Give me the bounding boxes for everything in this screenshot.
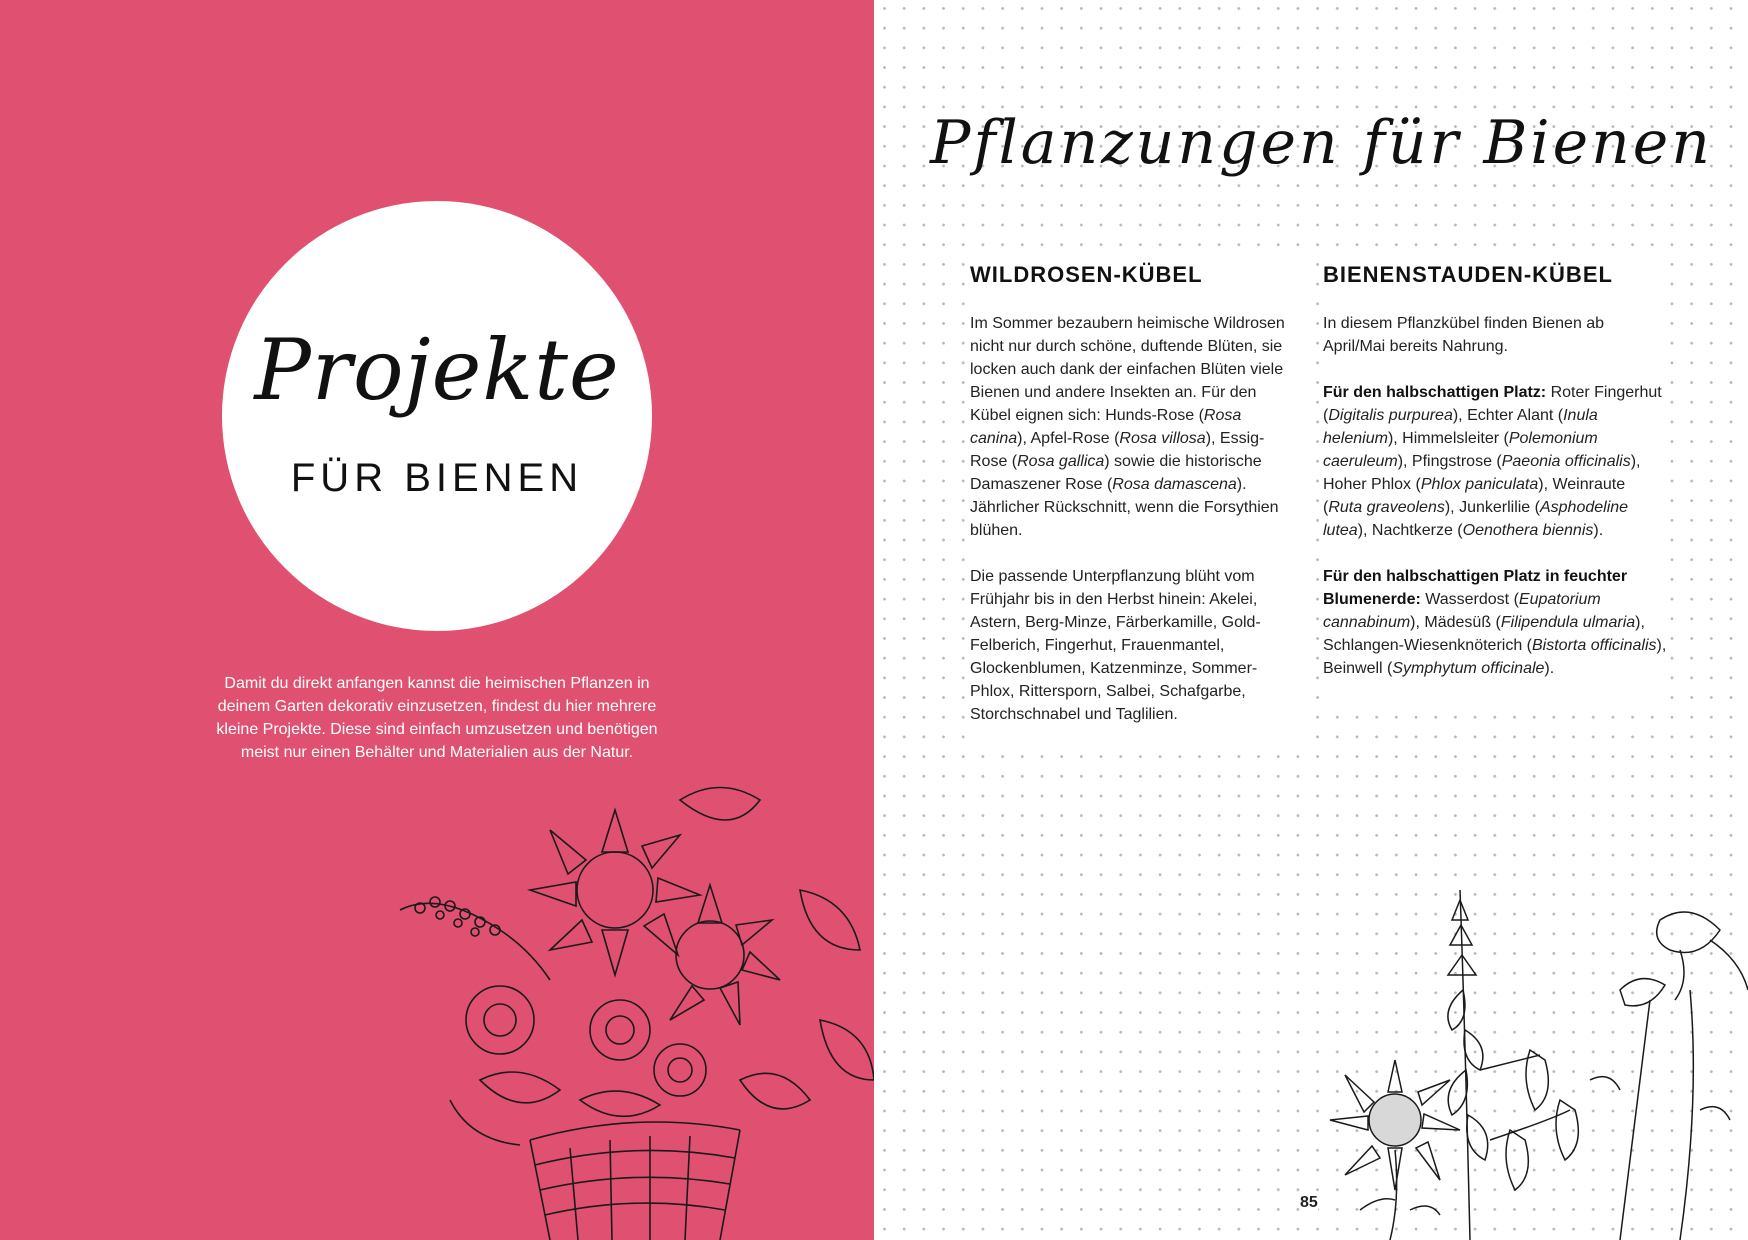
intro-text: Damit du direkt anfangen kannst die heimischen Pflanzen in deinem Garten dekorativ einzusetzen, findest du hier mehrere kleine Projekte. Diese sind einfach umzusetzen und benötigen meist nur einen Behälter und Materialien aus der Natur. <box>216 675 658 761</box>
paragraph: Die passende Unterpflanzung blüht vom Frühjahr bis in den Herbst hinein: Akelei, Astern, Berg-Minze, Färberkamille, Gold-Felberich, Fingerhut, Frauenmantel, Glockenblumen, Katzenminze, Sommer-Phlox, Rittersporn, Salbei, Schafgarbe, Storchschnabel und Taglilien. <box>970 568 1261 723</box>
page-number: 85 <box>1300 1194 1318 1211</box>
column-title: BIENENSTAUDEN-KÜBEL <box>1323 262 1613 287</box>
paragraph: Für den halbschattigen Platz in feuchter Blumenerde: Wasserdost (Eupatorium cannabinum), Mädesüß (Filipendula ulmaria), Schlangen-Wiesenknöterich (Bistorta officinalis), Beinwell (Symphytum officinale). <box>1323 568 1667 677</box>
wildflowers-illustration <box>1320 880 1748 1240</box>
title-circle <box>222 201 652 631</box>
column-wildrosen <box>970 262 1300 749</box>
paragraph: Im Sommer bezaubern heimische Wildrosen nicht nur durch schöne, duftende Blüten, sie locken auch dank der einfachen Blüten viele Bienen und andere Insekten an. Für den Kübel eignen sich: Hunds-Rose (Rosa canina), Apfel-Rose (Rosa villosa), Essig-Rose (Rosa gallica) sowie die historische Damaszener Rose (Rosa damascena). Jährlicher Rückschnitt, wenn die Forsythien blühen. <box>970 315 1285 539</box>
circle-title: Projekte <box>254 321 620 419</box>
column-body <box>970 312 1300 726</box>
column-title: WILDROSEN-KÜBEL <box>970 262 1203 287</box>
page-heading: Pflanzungen für Bienen <box>930 108 1713 178</box>
paragraph: Für den halbschattigen Platz: Roter Fingerhut (Digitalis purpurea), Echter Alant (Inula helenium), Himmelsleiter (Polemonium caeruleum), Pfingstrose (Paeonia officinalis), Hoher Phlox (Phlox paniculata), Weinraute (Ruta graveolens), Junkerlilie (Asphodeline lutea), Nachtkerze (Oenothera biennis). <box>1323 384 1662 539</box>
flower-basket-illustration <box>380 780 874 1240</box>
column-bienenstauden <box>1323 262 1668 703</box>
circle-subtitle: FÜR BIENEN <box>290 456 584 500</box>
paragraph: In diesem Pflanzkübel finden Bienen ab April/Mai bereits Nahrung. <box>1323 315 1605 355</box>
column-body <box>1323 312 1668 680</box>
